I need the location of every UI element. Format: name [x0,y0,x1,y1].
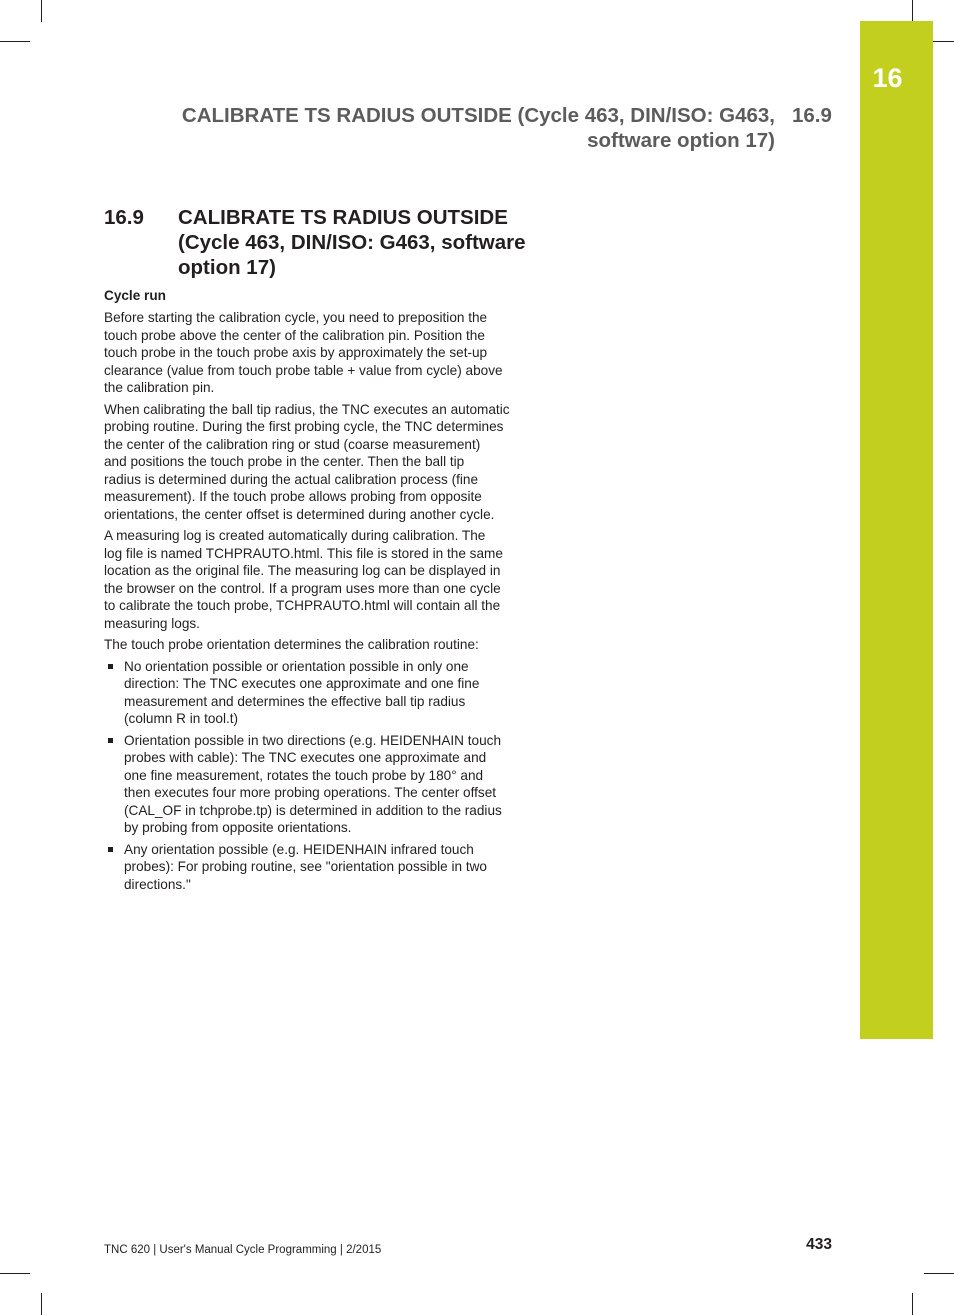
text-line: clearance (value from touch probe table + value from cycle) above [104,362,503,378]
text-line: No orientation possible or orientation possible in only one [124,658,469,674]
section-title [178,205,558,280]
paragraph [104,527,544,632]
section-number: 16.9 [104,206,144,229]
running-header-line: software option 17) [587,129,775,152]
text-line: A measuring log is created automatically during calibration. The [104,528,486,543]
list-item [104,658,544,728]
text-line: Before starting the calibration cycle, you need to preposition the [104,310,488,325]
paragraph [104,401,544,524]
crop-mark [41,1293,42,1315]
text-line: one fine measurement, rotates the touch probe by 180° and [124,767,484,783]
text-line: When calibrating the ball tip radius, the TNC executes an automatic [104,401,510,417]
paragraph [104,309,544,397]
text-line: radius is determined during the actual calibration process (fine [104,471,479,487]
list-item [104,841,544,894]
page-number: 433 [806,1236,832,1253]
text-line: touch probe above the center of the calibration pin. Position the [104,327,485,343]
running-header-line: CALIBRATE TS RADIUS OUTSIDE (Cycle 463, DIN/ISO: G463, [181,104,775,127]
crop-mark [924,1273,954,1274]
subheading: Cycle run [104,288,166,303]
square-bullet-icon [108,664,113,669]
text-line: to calibrate the touch probe, TCHPRAUTO.html will contain all the [104,598,501,613]
section-title-line: (Cycle 463, DIN/ISO: G463, software [178,231,526,254]
text-line: measurement and determines the effective ball tip radius [124,693,466,709]
text-line: measuring logs. [104,615,200,631]
crop-mark [0,1273,30,1274]
square-bullet-icon [108,738,113,743]
text-line: Orientation possible in two directions (e.g. HEIDENHAIN touch [124,732,502,748]
crop-mark [41,0,42,22]
chapter-number: 16 [872,63,903,93]
text-line: touch probe in the touch probe axis by approximately the set-up [104,345,488,360]
section-title-line: option 17) [178,256,276,279]
text-line: Any orientation possible (e.g. HEIDENHAIN infrared touch [124,841,474,857]
text-line: probing routine. During the first probing cycle, the TNC determines [104,419,504,434]
body-content [104,287,544,897]
text-line: then executes four more probing operations. The center offset [124,785,497,800]
text-line: and positions the touch probe in the center. Then the ball tip [104,454,465,469]
text-line: the calibration pin. [104,380,215,395]
text-line: direction: The TNC executes one approximate and one fine [124,676,480,691]
text-line: the center of the calibration ring or stud (coarse measurement) [104,436,481,452]
chapter-tab [860,21,933,1039]
crop-mark [912,1293,913,1315]
text-line: the browser on the control. If a program uses more than one cycle [104,580,501,596]
text-line: probes with cable): The TNC executes one approximate and [124,750,487,765]
running-header-section: 16.9 [792,104,832,127]
crop-mark [0,41,30,42]
footer-text: TNC 620 | User's Manual Cycle Programming | 2/2015 [104,1244,382,1256]
text-line: The touch probe orientation determines the calibration routine: [104,637,479,652]
text-line: location as the original file. The measuring log can be displayed in [104,563,501,578]
text-line: probes): For probing routine, see "orientation possible in two [124,859,487,874]
square-bullet-icon [108,847,113,852]
text-line: measurement). If the touch probe allows probing from opposite [104,489,482,504]
text-line: (column R in tool.t) [124,711,239,726]
crop-mark [912,0,913,22]
paragraph [104,636,544,654]
bullet-list [104,658,544,894]
text-line: (CAL_OF in tchprobe.tp) is determined in addition to the radius [124,802,502,818]
text-line: directions." [124,876,191,892]
running-header-title [130,103,775,153]
section-title-line: CALIBRATE TS RADIUS OUTSIDE [178,206,508,229]
text-line: orientations, the center offset is determined during another cycle. [104,506,495,522]
text-line: log file is named TCHPRAUTO.html. This file is stored in the same [104,545,503,561]
text-line: by probing from opposite orientations. [124,820,352,835]
list-item [104,732,544,837]
